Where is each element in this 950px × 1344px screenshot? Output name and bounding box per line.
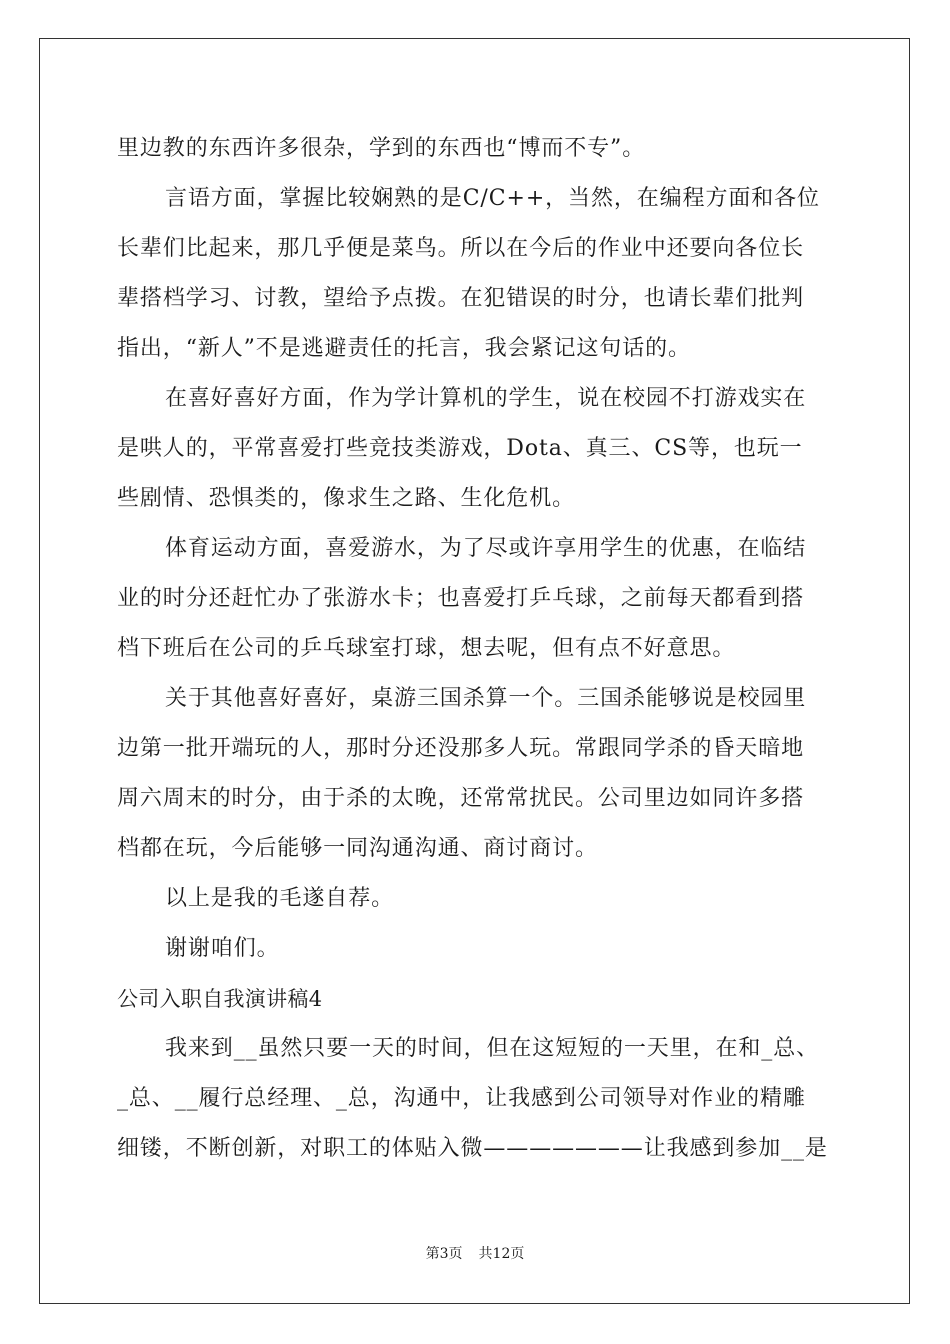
paragraph-line: 体育运动方面，喜爱游水，为了尽或许享用学生的优惠，在临结 xyxy=(165,536,807,561)
page-total: 共12页 xyxy=(478,1246,525,1262)
document-body xyxy=(117,124,837,1174)
text-line: 指出，“新人”不是逃避责任的托言，我会紧记这句话的。 xyxy=(117,336,691,361)
paragraph-line: 言语方面，掌握比较娴熟的是C/C++，当然，在编程方面和各位 xyxy=(165,186,820,211)
text-line: 些剧情、恐惧类的，像求生之路、生化危机。 xyxy=(117,486,576,511)
text-line: 是哄人的，平常喜爱打些竞技类游戏，Dota、真三、CS等，也玩一 xyxy=(117,436,803,461)
paragraph-line: 我来到__虽然只要一天的时间，但在这短短的一天里，在和_总、 xyxy=(165,1036,820,1061)
text-line: 业的时分还赶忙办了张游水卡；也喜爱打乒乓球，之前每天都看到搭 xyxy=(117,586,805,611)
paragraph-line: 在喜好喜好方面，作为学计算机的学生，说在校园不打游戏实在 xyxy=(165,386,807,411)
section-heading: 公司入职自我演讲稿4 xyxy=(117,987,323,1011)
text-line: 长辈们比起来，那几乎便是菜鸟。所以在今后的作业中还要向各位长 xyxy=(117,236,805,261)
page-number: 第3页 xyxy=(425,1246,463,1262)
paragraph-line: 关于其他喜好喜好，桌游三国杀算一个。三国杀能够说是校园里 xyxy=(165,686,807,711)
page-footer xyxy=(0,1243,950,1263)
paragraph-line: 谢谢咱们。 xyxy=(165,936,280,961)
text-line: _总、__履行总经理、_总，沟通中，让我感到公司领导对作业的精雕 xyxy=(117,1086,806,1111)
text-line: 细镂，不断创新，对职工的体贴入微———————让我感到参加__是 xyxy=(117,1136,828,1161)
text-line: 周六周末的时分，由于杀的太晚，还常常扰民。公司里边如同许多搭 xyxy=(117,786,805,811)
text-line: 里边教的东西许多很杂，学到的东西也“博而不专”。 xyxy=(117,136,646,161)
text-line: 边第一批开端玩的人，那时分还没那多人玩。常跟同学杀的昏天暗地 xyxy=(117,736,805,761)
text-line: 档都在玩，今后能够一同沟通沟通、商讨商讨。 xyxy=(117,836,598,861)
paragraph-line: 以上是我的毛遂自荐。 xyxy=(165,886,395,911)
text-line: 辈搭档学习、讨教，望给予点拨。在犯错误的时分，也请长辈们批判 xyxy=(117,286,805,311)
text-line: 档下班后在公司的乒乓球室打球，想去呢，但有点不好意思。 xyxy=(117,636,736,661)
